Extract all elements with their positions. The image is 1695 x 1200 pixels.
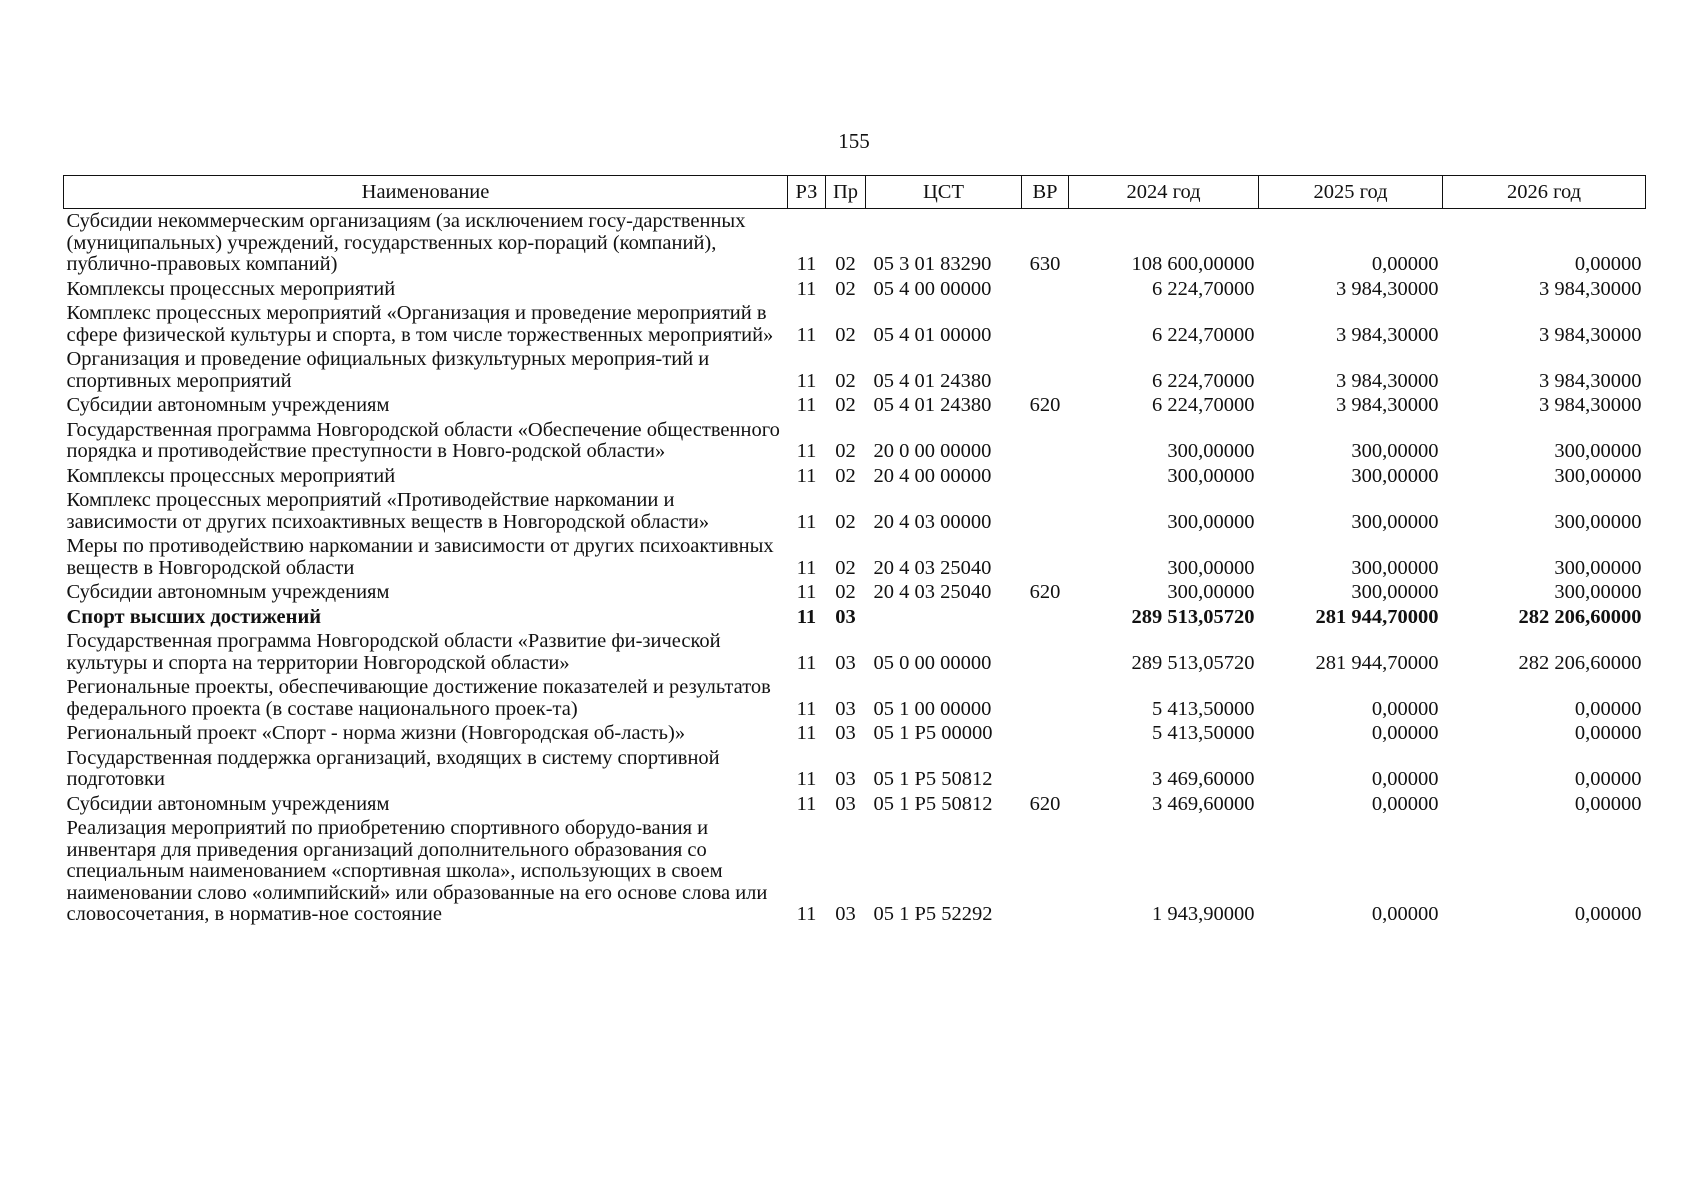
- table-row: [64, 488, 1646, 534]
- row-vr: [1022, 746, 1069, 792]
- row-pr: 02: [835, 556, 856, 579]
- row-value-2024: 6 224,70000: [1152, 323, 1255, 346]
- row-vr: [1022, 301, 1069, 347]
- row-cst: 20 4 03 25040: [873, 556, 992, 579]
- row-value-2025: 300,00000: [1351, 510, 1439, 533]
- row-vr: [1022, 418, 1069, 464]
- row-value-2026: 300,00000: [1554, 440, 1642, 462]
- header-name: Наименование: [64, 176, 788, 209]
- row-value-2026: 0,00000: [1574, 903, 1642, 925]
- row-value-2025: 300,00000: [1351, 581, 1439, 603]
- row-pr: 02: [835, 510, 856, 533]
- table-row: [64, 721, 1646, 746]
- row-name: Комплексы процессных мероприятий: [66, 277, 396, 300]
- table-row: [64, 464, 1646, 489]
- table-row: [64, 209, 1646, 277]
- row-value-2026: 300,00000: [1554, 510, 1642, 533]
- row-value-2025: 300,00000: [1351, 556, 1439, 579]
- table-row: [64, 746, 1646, 792]
- row-value-2024: 5 413,50000: [1152, 722, 1255, 744]
- row-rz: 11: [796, 581, 817, 603]
- row-value-2026: 300,00000: [1554, 464, 1642, 487]
- row-name: Реализация мероприятий по приобретению спортивного оборудо-вания и инвентаря для приведения организаций дополнительного образования со специальным наименованием «спортивная школа», использующих в своем наименовании слово «олимпийский» или образованные на его основе слова или словосочетания, в норматив-ное состояние: [66, 817, 768, 925]
- row-value-2025: 281 944,70000: [1315, 651, 1439, 674]
- row-value-2025: 300,00000: [1351, 440, 1439, 462]
- row-value-2025: 3 984,30000: [1336, 323, 1439, 346]
- row-cst: 05 4 01 24380: [873, 369, 992, 392]
- row-pr: 02: [835, 323, 856, 346]
- row-value-2024: 289 513,05720: [1131, 605, 1255, 628]
- row-cst: 05 4 01 00000: [873, 323, 992, 346]
- row-value-2025: 0,00000: [1371, 722, 1439, 744]
- row-vr: 620: [1029, 581, 1061, 603]
- row-value-2024: 300,00000: [1167, 510, 1255, 533]
- row-value-2026: 0,00000: [1574, 792, 1642, 815]
- row-rz: 11: [796, 394, 817, 416]
- table-header-row: [64, 176, 1646, 209]
- row-rz: 11: [796, 651, 817, 674]
- row-name: Организация и проведение официальных физкультурных мероприя-тий и спортивных мероприятий: [66, 348, 710, 392]
- table-row: [64, 277, 1646, 302]
- row-rz: 11: [796, 556, 817, 579]
- row-pr: 02: [835, 277, 856, 300]
- row-cst: 05 1 Р5 50812: [873, 768, 993, 790]
- row-rz: 11: [796, 605, 817, 628]
- row-cst: 20 0 00 00000: [873, 440, 992, 462]
- row-value-2024: 6 224,70000: [1152, 369, 1255, 392]
- row-pr: 02: [835, 440, 856, 462]
- row-value-2026: 300,00000: [1554, 581, 1642, 603]
- row-value-2024: 300,00000: [1167, 556, 1255, 579]
- row-value-2024: 300,00000: [1167, 464, 1255, 487]
- table-row: [64, 534, 1646, 580]
- row-value-2024: 289 513,05720: [1131, 651, 1255, 674]
- table-row: [64, 605, 1646, 630]
- header-2026: 2026 год: [1443, 176, 1646, 209]
- row-name: Комплекс процессных мероприятий «Организация и проведение мероприятий в сфере физической культуры и спорта, в том числе торжественных мероприятий»: [66, 302, 774, 346]
- table-row: [64, 301, 1646, 347]
- row-pr: 03: [835, 605, 856, 628]
- header-vr: ВР: [1022, 176, 1069, 209]
- row-vr: [1022, 534, 1069, 580]
- row-name: Меры по противодействию наркомании и зависимости от других психоактивных веществ в Новгородской области: [66, 535, 774, 579]
- row-pr: 02: [835, 394, 856, 416]
- header-cst: ЦСТ: [866, 176, 1022, 209]
- header-2024: 2024 год: [1069, 176, 1259, 209]
- row-value-2026: 0,00000: [1574, 253, 1642, 275]
- row-name: Комплекс процессных мероприятий «Противодействие наркомании и зависимости от других психоактивных веществ в Новгородской области»: [66, 489, 710, 533]
- row-cst: 05 4 01 24380: [873, 394, 992, 416]
- header-pr: Пр: [826, 176, 866, 209]
- row-name: Субсидии автономным учреждениям: [66, 581, 390, 603]
- row-value-2024: 1 943,90000: [1152, 903, 1255, 925]
- row-rz: 11: [796, 792, 817, 815]
- row-value-2025: 0,00000: [1371, 697, 1439, 720]
- row-vr: [1022, 721, 1069, 746]
- row-rz: 11: [796, 722, 817, 744]
- row-vr: 620: [1029, 792, 1061, 815]
- row-name: Региональный проект «Спорт - норма жизни (Новгородская об-ласть)»: [66, 722, 686, 744]
- row-vr: [1022, 488, 1069, 534]
- table-row: [64, 418, 1646, 464]
- row-vr: [1022, 464, 1069, 489]
- row-value-2025: 281 944,70000: [1315, 605, 1439, 628]
- row-name: Государственная программа Новгородской области «Обеспечение общественного порядка и противодействие преступности в Новго-родской области»: [66, 418, 780, 462]
- row-cst: 20 4 03 25040: [873, 581, 992, 603]
- row-cst: [866, 605, 1022, 630]
- row-value-2025: 0,00000: [1371, 768, 1439, 790]
- row-name: Государственная поддержка организаций, входящих в систему спортивной подготовки: [66, 746, 720, 790]
- row-vr: [1022, 816, 1069, 927]
- row-pr: 03: [835, 722, 856, 744]
- row-cst: 05 3 01 83290: [873, 253, 992, 275]
- row-vr: [1022, 605, 1069, 630]
- row-value-2026: 0,00000: [1574, 697, 1642, 720]
- row-name: Комплексы процессных мероприятий: [66, 464, 396, 487]
- row-name: Субсидии автономным учреждениям: [66, 394, 390, 416]
- row-vr: [1022, 277, 1069, 302]
- row-value-2026: 282 206,60000: [1518, 605, 1642, 628]
- row-value-2026: 282 206,60000: [1518, 651, 1642, 674]
- row-pr: 03: [835, 903, 856, 925]
- page-number: 155: [838, 129, 870, 153]
- row-value-2024: 3 469,60000: [1152, 792, 1255, 815]
- row-value-2025: 3 984,30000: [1336, 277, 1439, 300]
- row-value-2024: 6 224,70000: [1152, 277, 1255, 300]
- row-cst: 05 1 Р5 52292: [873, 903, 993, 925]
- row-rz: 11: [796, 369, 817, 392]
- row-value-2026: 3 984,30000: [1539, 369, 1642, 392]
- row-value-2026: 0,00000: [1574, 722, 1642, 744]
- row-rz: 11: [796, 464, 817, 487]
- row-rz: 11: [796, 277, 817, 300]
- header-rz: РЗ: [788, 176, 826, 209]
- table-row: [64, 580, 1646, 605]
- row-name: Субсидии некоммерческим организациям (за исключением госу-дарственных (муниципальных) учреждений, государственных кор-пораций (компаний), публично-правовых компаний): [66, 210, 746, 275]
- table-row: [64, 629, 1646, 675]
- row-value-2024: 5 413,50000: [1152, 697, 1255, 720]
- row-cst: 20 4 03 00000: [873, 510, 992, 533]
- row-rz: 11: [796, 253, 817, 275]
- row-cst: 05 1 Р5 50812: [873, 792, 993, 815]
- row-value-2025: 0,00000: [1371, 903, 1439, 925]
- row-cst: 05 1 00 00000: [873, 697, 992, 720]
- row-name: Государственная программа Новгородской области «Развитие фи-зической культуры и спорта на территории Новгородской области»: [66, 630, 721, 674]
- row-rz: 11: [796, 697, 817, 720]
- row-value-2025: 3 984,30000: [1336, 394, 1439, 416]
- row-cst: 05 4 00 00000: [873, 277, 992, 300]
- row-value-2026: 0,00000: [1574, 768, 1642, 790]
- row-value-2024: 300,00000: [1167, 581, 1255, 603]
- row-name: Региональные проекты, обеспечивающие достижение показателей и результатов федерального проекта (в составе национального проек-та): [66, 676, 771, 720]
- row-vr: 620: [1029, 394, 1061, 416]
- row-value-2026: 3 984,30000: [1539, 277, 1642, 300]
- row-pr: 03: [835, 697, 856, 720]
- row-rz: 11: [796, 323, 817, 346]
- row-value-2026: 3 984,30000: [1539, 323, 1642, 346]
- row-cst: 05 1 Р5 00000: [873, 722, 993, 744]
- table-row: [64, 816, 1646, 927]
- row-pr: 02: [835, 369, 856, 392]
- row-rz: 11: [796, 768, 817, 790]
- row-rz: 11: [796, 903, 817, 925]
- table-row: [64, 792, 1646, 817]
- row-pr: 02: [835, 464, 856, 487]
- header-2025: 2025 год: [1259, 176, 1443, 209]
- row-value-2025: 0,00000: [1371, 792, 1439, 815]
- row-pr: 02: [835, 253, 856, 275]
- table-row: [64, 675, 1646, 721]
- row-value-2025: 300,00000: [1351, 464, 1439, 487]
- table-row: [64, 393, 1646, 418]
- row-pr: 03: [835, 768, 856, 790]
- row-value-2026: 3 984,30000: [1539, 394, 1642, 416]
- row-pr: 02: [835, 581, 856, 603]
- row-value-2024: 6 224,70000: [1152, 394, 1255, 416]
- row-pr: 03: [835, 651, 856, 674]
- row-rz: 11: [796, 510, 817, 533]
- row-value-2025: 3 984,30000: [1336, 369, 1439, 392]
- table-row: [64, 347, 1646, 393]
- row-name: Субсидии автономным учреждениям: [66, 792, 390, 815]
- row-pr: 03: [835, 792, 856, 815]
- row-vr: [1022, 347, 1069, 393]
- row-vr: [1022, 675, 1069, 721]
- row-value-2026: 300,00000: [1554, 556, 1642, 579]
- row-rz: 11: [796, 440, 817, 462]
- row-cst: 20 4 00 00000: [873, 464, 992, 487]
- row-value-2025: 0,00000: [1371, 253, 1439, 275]
- row-vr: [1022, 629, 1069, 675]
- row-cst: 05 0 00 00000: [873, 651, 992, 674]
- row-name: Спорт высших достижений: [66, 605, 322, 628]
- table-body: [64, 209, 1646, 927]
- row-value-2024: 3 469,60000: [1152, 768, 1255, 790]
- row-value-2024: 108 600,00000: [1131, 253, 1255, 275]
- row-value-2024: 300,00000: [1167, 440, 1255, 462]
- budget-table: [63, 175, 1646, 927]
- row-vr: 630: [1029, 253, 1061, 275]
